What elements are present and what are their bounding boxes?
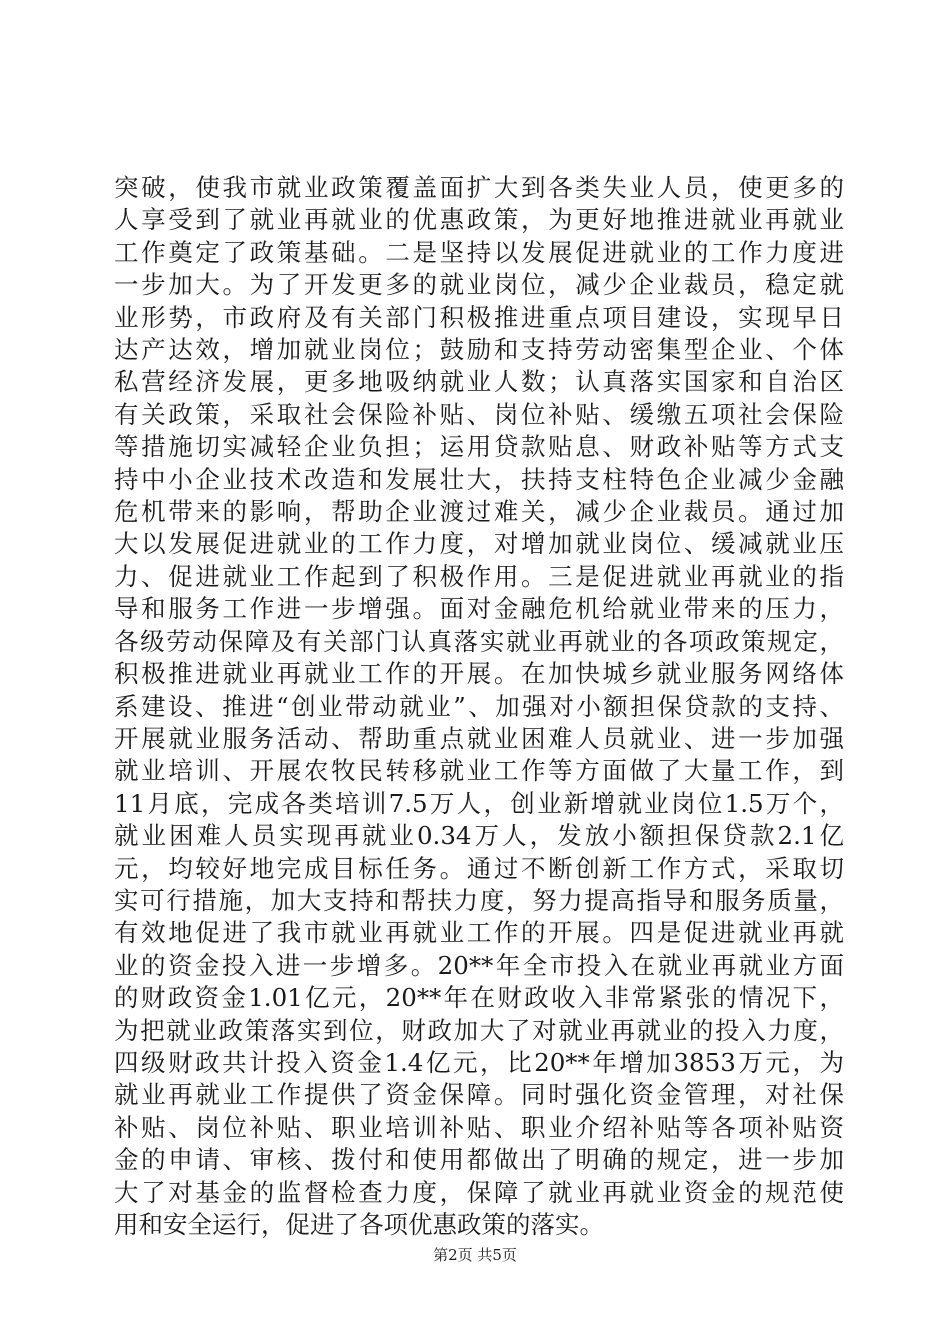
text-line: 业形势，市政府及有关部门积极推进重点项目建设，实现早日 [114,302,844,332]
text-line: 业的资金投入进一步增多。20**年全市投入在就业再就业方面 [114,950,844,980]
text-line: 大以发展促进就业的工作力度，对增加就业岗位、缓减就业压 [114,529,844,559]
text-line: 系建设、推进“创业带动就业”、加强对小额担保贷款的支持、 [114,691,844,721]
text-line: 积极推进就业再就业工作的开展。在加快城乡就业服务网络体 [114,659,844,689]
text-line: 的财政资金1.01亿元，20**年在财政收入非常紧张的情况下， [114,983,844,1013]
text-line: 就业培训、开展农牧民转移就业工作等方面做了大量工作，到 [114,756,844,786]
text-line: 达产达效，增加就业岗位；鼓励和支持劳动密集型企业、个体 [114,335,844,365]
text-line: 人享受到了就业再就业的优惠政策，为更好地推进就业再就业 [114,205,844,235]
text-line: 等措施切实减轻企业负担；运用贷款贴息、财政补贴等方式支 [114,432,844,462]
text-line: 补贴、岗位补贴、职业培训补贴、职业介绍补贴等各项补贴资 [114,1112,844,1142]
text-line: 开展就业服务活动、帮助重点就业困难人员就业、进一步加强 [114,723,844,753]
text-line: 用和安全运行，促进了各项优惠政策的落实。 [114,1210,604,1239]
text-line: 11月底，完成各类培训7.5万人，创业新增就业岗位1.5万个， [114,788,844,818]
text-line: 导和服务工作进一步增强。面对金融危机给就业带来的压力， [114,594,844,624]
text-line: 就业再就业工作提供了资金保障。同时强化资金管理，对社保 [114,1080,844,1110]
text-line: 突破，使我市就业政策覆盖面扩大到各类失业人员，使更多的 [114,173,844,202]
text-line: 各级劳动保障及有关部门认真落实就业再就业的各项政策规定， [114,626,844,656]
text-line: 金的申请、审核、拨付和使用都做出了明确的规定，进一步加 [114,1145,844,1175]
body-paragraph [114,172,844,1241]
text-line: 有效地促进了我市就业再就业工作的开展。四是促进就业再就 [114,918,844,948]
text-line: 为把就业政策落实到位，财政加大了对就业再就业的投入力度， [114,1015,844,1045]
text-line: 元，均较好地完成目标任务。通过不断创新工作方式，采取切 [114,853,844,883]
text-line: 四级财政共计投入资金1.4亿元，比20**年增加3853万元，为 [114,1047,844,1077]
text-line: 有关政策，采取社会保险补贴、岗位补贴、缓缴五项社会保险 [114,399,844,429]
text-line: 私营经济发展，更多地吸纳就业人数；认真落实国家和自治区 [114,367,844,397]
text-line: 危机带来的影响，帮助企业渡过难关，减少企业裁员。通过加 [114,497,844,527]
page-footer: 第2页 共5页 [433,1246,517,1264]
text-line: 就业困难人员实现再就业0.34万人，发放小额担保贷款2.1亿 [114,821,844,851]
text-line: 持中小企业技术改造和发展壮大，扶持支柱特色企业减少金融 [114,464,844,494]
text-line: 实可行措施，加大支持和帮扶力度，努力提高指导和服务质量， [114,885,844,915]
text-line: 力、促进就业工作起到了积极作用。三是促进就业再就业的指 [114,561,844,591]
text-line: 一步加大。为了开发更多的就业岗位，减少企业裁员，稳定就 [114,270,844,300]
text-line: 工作奠定了政策基础。二是坚持以发展促进就业的工作力度进 [114,237,844,267]
text-line: 大了对基金的监督检查力度，保障了就业再就业资金的规范使 [114,1177,844,1207]
